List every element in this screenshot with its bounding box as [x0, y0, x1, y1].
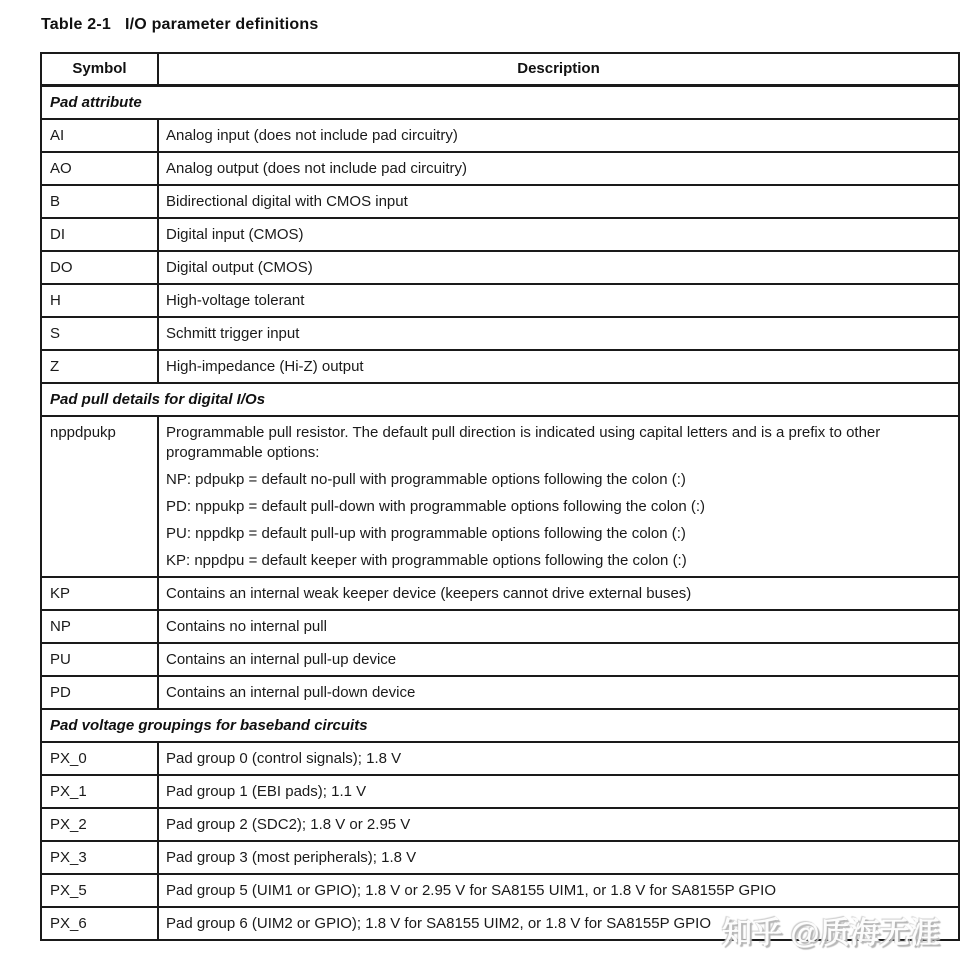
table-row	[41, 742, 959, 775]
table-row	[41, 251, 959, 284]
table-row	[41, 610, 959, 643]
symbol-cell: PX_0	[41, 742, 158, 775]
symbol-cell: AI	[41, 119, 158, 152]
table-row	[41, 808, 959, 841]
description-paragraph: Pad group 1 (EBI pads); 1.1 V	[166, 782, 367, 800]
table-row	[41, 874, 959, 907]
description-paragraph: Digital output (CMOS)	[166, 258, 313, 276]
description-cell	[158, 874, 959, 907]
table-body	[41, 85, 959, 940]
table-row	[41, 119, 959, 152]
description-paragraph: High-impedance (Hi-Z) output	[166, 357, 364, 375]
description-cell	[158, 119, 959, 152]
description-paragraph: Pad group 2 (SDC2); 1.8 V or 2.95 V	[166, 815, 411, 833]
description-cell	[158, 152, 959, 185]
table-caption-number: Table 2-1	[41, 16, 111, 33]
table-caption-text: I/O parameter definitions	[124, 16, 319, 33]
table-row	[41, 317, 959, 350]
symbol-cell: S	[41, 317, 158, 350]
description-cell	[158, 808, 959, 841]
symbol-cell: NP	[41, 610, 158, 643]
table-row	[41, 284, 959, 317]
symbol-cell: Z	[41, 350, 158, 383]
symbol-cell: KP	[41, 577, 158, 610]
table-row	[41, 907, 959, 940]
description-paragraph: Contains an internal weak keeper device (keepers cannot drive external buses)	[166, 584, 692, 602]
table-header-row	[41, 53, 959, 85]
description-cell	[158, 218, 959, 251]
symbol-cell: PX_5	[41, 874, 158, 907]
description-paragraph: Programmable pull resistor. The default pull direction is indicated using capital letters and is a prefix to other programmable options:	[166, 423, 881, 461]
description-cell	[158, 284, 959, 317]
description-paragraph: Pad group 5 (UIM1 or GPIO); 1.8 V or 2.95 V for SA8155 UIM1, or 1.8 V for SA8155P GPIO	[166, 881, 777, 899]
description-paragraph: Contains no internal pull	[166, 617, 327, 635]
symbol-cell: nppdpukp	[41, 416, 158, 577]
table-row	[41, 152, 959, 185]
table-row	[41, 185, 959, 218]
description-paragraph: Pad group 6 (UIM2 or GPIO); 1.8 V for SA8155 UIM2, or 1.8 V for SA8155P GPIO	[166, 914, 711, 932]
description-paragraph: Analog input (does not include pad circuitry)	[166, 126, 458, 144]
column-header-description: Description	[158, 53, 959, 85]
description-paragraph: PD: nppukp = default pull-down with programmable options following the colon (:)	[166, 497, 706, 515]
table-caption	[41, 16, 318, 34]
symbol-cell: PU	[41, 643, 158, 676]
description-cell	[158, 185, 959, 218]
description-cell	[158, 251, 959, 284]
symbol-cell: DO	[41, 251, 158, 284]
description-paragraph: Pad group 3 (most peripherals); 1.8 V	[166, 848, 417, 866]
table-row	[41, 775, 959, 808]
description-cell	[158, 643, 959, 676]
symbol-cell: B	[41, 185, 158, 218]
symbol-cell: AO	[41, 152, 158, 185]
section-label: Pad attribute	[41, 85, 959, 119]
description-paragraph: Bidirectional digital with CMOS input	[166, 192, 408, 210]
description-paragraph: NP: pdpukp = default no-pull with programmable options following the colon (:)	[166, 470, 686, 488]
symbol-cell: PD	[41, 676, 158, 709]
description-paragraph: High-voltage tolerant	[166, 291, 305, 309]
section-row	[41, 383, 959, 416]
description-paragraph: Contains an internal pull-down device	[166, 683, 416, 701]
symbol-cell: PX_2	[41, 808, 158, 841]
table-row	[41, 676, 959, 709]
description-cell	[158, 775, 959, 808]
section-label: Pad voltage groupings for baseband circuits	[41, 709, 959, 742]
description-cell	[158, 841, 959, 874]
symbol-cell: PX_3	[41, 841, 158, 874]
table-row	[41, 841, 959, 874]
description-cell	[158, 676, 959, 709]
table-row	[41, 577, 959, 610]
description-cell	[158, 907, 959, 940]
description-paragraph: Schmitt trigger input	[166, 324, 300, 342]
description-cell	[158, 610, 959, 643]
symbol-cell: PX_6	[41, 907, 158, 940]
description-paragraph: KP: nppdpu = default keeper with programmable options following the colon (:)	[166, 551, 687, 569]
table-row	[41, 416, 959, 577]
zhihu-watermark: 知乎 @质海无涯	[722, 917, 940, 950]
table-row	[41, 350, 959, 383]
description-paragraph: PU: nppdkp = default pull-up with programmable options following the colon (:)	[166, 524, 686, 542]
symbol-cell: H	[41, 284, 158, 317]
description-cell	[158, 317, 959, 350]
symbol-cell: DI	[41, 218, 158, 251]
description-paragraph: Digital input (CMOS)	[166, 225, 304, 243]
description-cell	[158, 742, 959, 775]
section-label: Pad pull details for digital I/Os	[41, 383, 959, 416]
column-header-symbol: Symbol	[41, 53, 158, 85]
io-parameter-table	[40, 52, 960, 941]
table-row	[41, 218, 959, 251]
description-cell	[158, 416, 959, 577]
description-paragraph: Analog output (does not include pad circuitry)	[166, 159, 468, 177]
table-row	[41, 643, 959, 676]
section-row	[41, 85, 959, 119]
section-row	[41, 709, 959, 742]
description-paragraph: Pad group 0 (control signals); 1.8 V	[166, 749, 402, 767]
description-cell	[158, 577, 959, 610]
description-cell	[158, 350, 959, 383]
symbol-cell: PX_1	[41, 775, 158, 808]
description-paragraph: Contains an internal pull-up device	[166, 650, 397, 668]
